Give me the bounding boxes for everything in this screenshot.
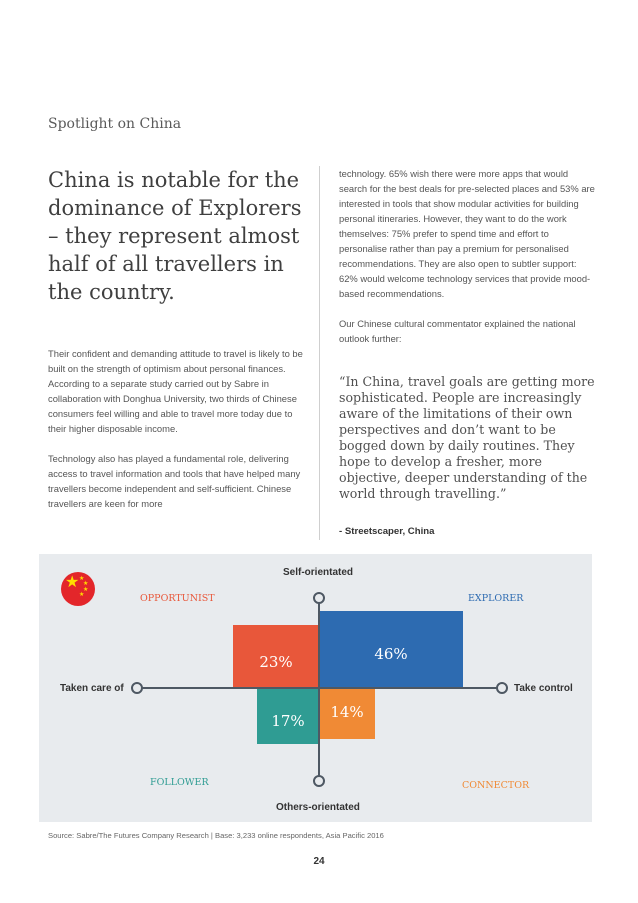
axis-label-top: Self-orientated (283, 567, 354, 578)
right-column (339, 166, 595, 361)
column-divider (319, 166, 320, 540)
vertical-axis (318, 598, 320, 782)
page-number: 24 (313, 856, 325, 867)
axis-label-left: Taken care of (60, 683, 124, 694)
pull-quote: “In China, travel goals are getting more sophisticated. People are increasingly aware of the limitations of their own perspectives and don’t want to be bogged down by daily routines. They hope to develop a fresher, more objective, deeper understanding of the world through travelling.” (339, 374, 595, 501)
source-note: Source: Sabre/The Futures Company Research | Base: 3,233 online respondents, Asia Pacific 2016 (48, 831, 384, 840)
quadrant-connector-value: 14% (330, 703, 364, 721)
headline: China is notable for the dominance of Explorers – they represent almost half of all travellers in the country. (48, 168, 302, 304)
quadrant-follower-value: 17% (271, 711, 305, 730)
quadrant-connector-box (319, 689, 375, 739)
section-label: Spotlight on China (48, 116, 182, 132)
right-paragraph: Our Chinese cultural commentator explained the national outlook further: (339, 318, 576, 344)
axis-node-left (131, 682, 143, 694)
axis-node-right (496, 682, 508, 694)
axis-node-top (313, 592, 325, 604)
left-column (48, 346, 304, 526)
quadrant-label-opportunist: OPPORTUNIST (140, 593, 215, 604)
china-flag-icon: ★ ★ ★ ★ ★ (61, 572, 95, 606)
quadrant-follower-box (257, 689, 319, 744)
right-paragraph: technology. 65% wish there were more apps that would search for the best deals for pre-selected places and 53% are interested in tools that show modular activities for building personal itineraries. However, they want to do the work themselves: 75% prefer to spend time and effort to personalise rather than pay a premium for personalised recommendations. They are also open to subtler support: 62% would welcome technology services that provide mood-based recommendations. (339, 168, 595, 299)
axis-label-right: Take control (514, 683, 573, 694)
left-paragraph: Technology also has played a fundamental role, delivering access to travel information and tools that have helped many travellers become independent and self-sufficient. Chinese travellers are keen for more (48, 453, 301, 509)
quadrant-opportunist-value: 23% (259, 653, 293, 671)
axis-node-bottom (313, 775, 325, 787)
quadrant-opportunist-box (233, 625, 319, 689)
quadrant-explorer-value: 46% (374, 645, 408, 663)
axis-label-bottom: Others-orientated (276, 802, 360, 813)
left-paragraph: Their confident and demanding attitude to travel is likely to be built on the strength of optimism about personal finances. According to a separate study carried out by Sabre in collaboration with Donghua University, two thirds of Chinese consumers feel willing and able to travel more today due to their higher disposable income. (48, 348, 303, 434)
quadrant-label-follower: FOLLOWER (150, 777, 209, 788)
quadrant-explorer-box (319, 611, 463, 689)
quadrant-label-connector: CONNECTOR (462, 780, 530, 791)
quadrant-label-explorer: EXPLORER (468, 593, 524, 604)
quote-attribution: - Streetscaper, China (339, 526, 435, 537)
